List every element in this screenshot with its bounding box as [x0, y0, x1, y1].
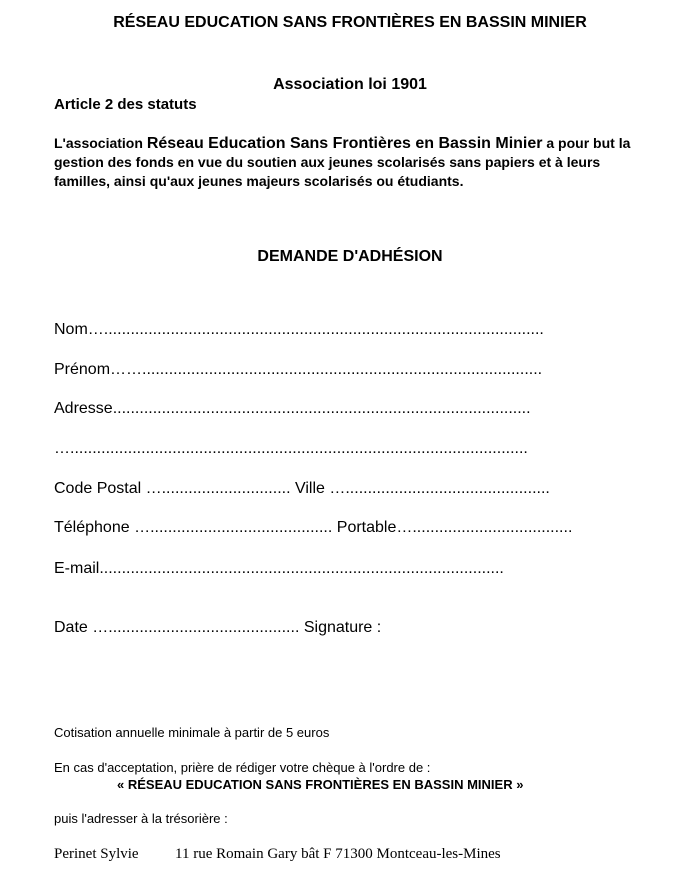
tresoriere-name: Perinet Sylvie	[54, 846, 139, 862]
adresse-line2-field[interactable]: ….......................................................................................................	[54, 440, 528, 457]
statute-prefix: L'association	[54, 135, 147, 151]
article-heading: Article 2 des statuts	[54, 96, 197, 113]
cheque-payee: « RÉSEAU EDUCATION SANS FRONTIÈRES EN BASSIN MINIER »	[117, 777, 524, 792]
prenom-field[interactable]: Prénom……..........................................................................................	[54, 361, 543, 378]
date-signature-field[interactable]: Date …........................................... Signature :	[54, 619, 382, 636]
form-title: DEMANDE D'ADHÉSION	[257, 248, 443, 265]
nom-field[interactable]: Nom…...................................................................................................	[54, 321, 544, 338]
cotisation-note: Cotisation annuelle minimale à partir de 5 euros	[54, 725, 330, 740]
statute-text: a pour but la gestion des fonds en vue du soutien aux jeunes scolarisés sans papiers et à leurs familles, ainsi qu'aux jeunes majeurs scolarisés ou étudiants.	[54, 135, 631, 189]
statute-paragraph	[54, 134, 654, 191]
tresoriere-address: 11 rue Romain Gary bât F 71300 Montceau-les-Mines	[175, 846, 501, 862]
acceptation-note: En cas d'acceptation, prière de rédiger votre chèque à l'ordre de :	[54, 760, 431, 775]
telephone-portable-field[interactable]: Téléphone …......................................... Portable…....................................	[54, 519, 573, 536]
association-type: Association loi 1901	[273, 76, 427, 93]
tresoriere-label: puis l'adresser à la trésorière :	[54, 811, 228, 826]
association-name: Réseau Education Sans Frontières en Bassin Minier	[146, 135, 543, 152]
email-field[interactable]: E-mail...........................................................................................	[54, 560, 504, 577]
adresse-field[interactable]: Adresse..............................................................................................	[54, 400, 531, 417]
document-title: RÉSEAU EDUCATION SANS FRONTIÈRES EN BASSIN MINIER	[113, 14, 587, 31]
code-postal-ville-field[interactable]: Code Postal …............................. Ville …..............................................	[54, 480, 550, 497]
